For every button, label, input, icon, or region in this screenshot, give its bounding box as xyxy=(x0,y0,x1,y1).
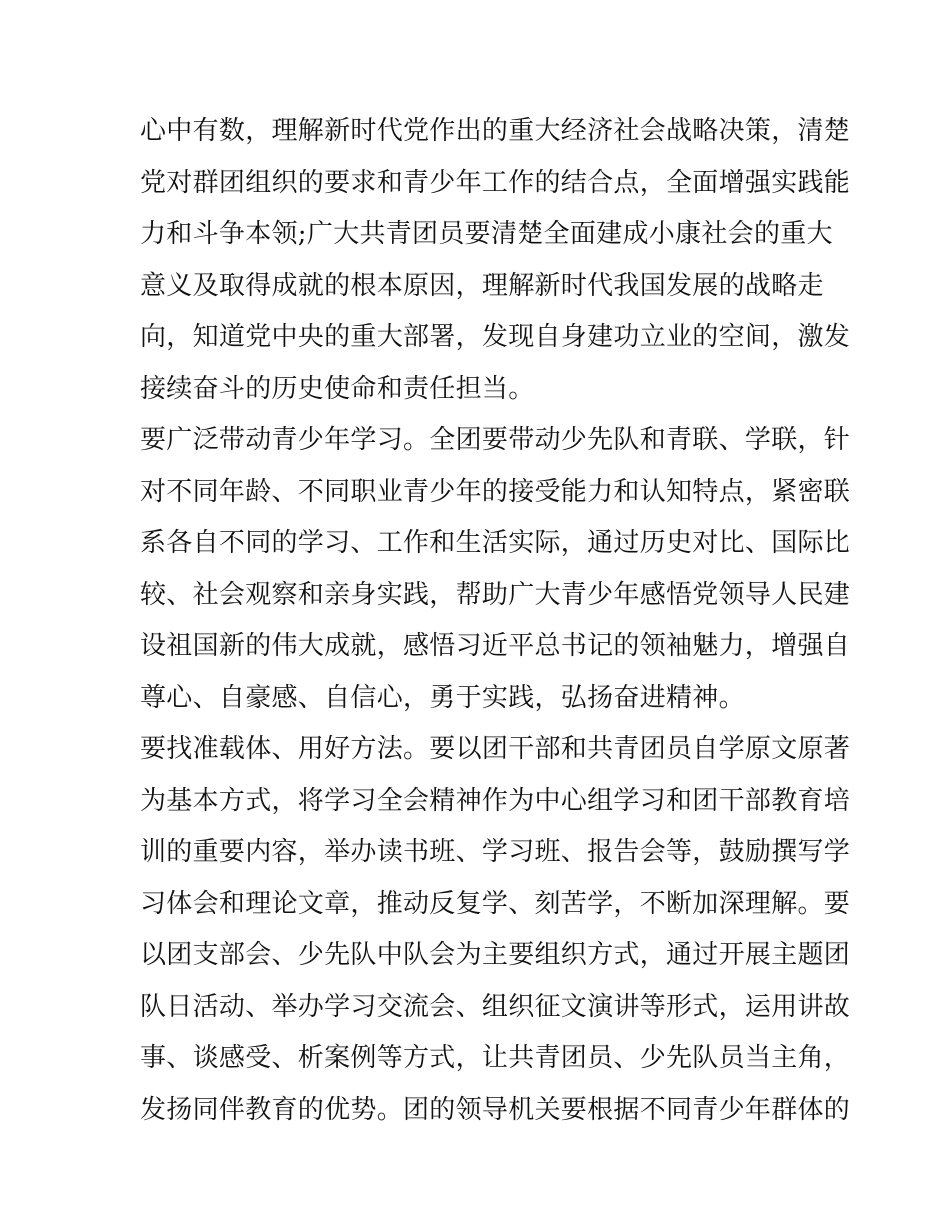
text-line: 意义及取得成就的根本原因，理解新时代我国发展的战略走 xyxy=(140,270,824,301)
text-line: 习体会和理论文章，推动反复学、刻苦学，不断加深理解。要 xyxy=(140,888,851,919)
text-line: 心中有数，理解新时代党作出的重大经济社会战略决策，清楚 xyxy=(140,116,851,146)
document-body xyxy=(140,106,851,1136)
text-line: 力和斗争本领;广大共青团员要清楚全面建成小康社会的重大 xyxy=(140,219,833,249)
text-line: 队日活动、举办学习交流会、组织征文演讲等形式，运用讲故 xyxy=(140,991,851,1022)
text-line: 发扬同伴教育的优势。团的领导机关要根据不同青少年群体的 xyxy=(140,1094,851,1125)
text-line: 党对群团组织的要求和青少年工作的结合点，全面增强实践能 xyxy=(140,167,851,198)
text-line: 较、社会观察和亲身实践，帮助广大青少年感悟党领导人民建 xyxy=(140,579,851,610)
text-line: 要找准载体、用好方法。要以团干部和共青团员自学原文原著 xyxy=(140,734,851,764)
text-line: 设祖国新的伟大成就，感悟习近平总书记的领袖魅力，增强自 xyxy=(140,631,851,661)
text-line: 尊心、自豪感、自信心，勇于实践，弘扬奋进精神。 xyxy=(140,682,745,713)
text-line: 接续奋斗的历史使命和责任担当。 xyxy=(140,373,535,404)
text-line: 为基本方式，将学习全会精神作为中心组学习和团干部教育培 xyxy=(140,785,851,816)
text-line: 要广泛带动青少年学习。全团要带动少先队和青联、学联，针 xyxy=(140,425,851,455)
text-line: 对不同年龄、不同职业青少年的接受能力和认知特点，紧密联 xyxy=(140,476,851,507)
text-line: 系各自不同的学习、工作和生活实际，通过历史对比、国际比 xyxy=(140,528,851,558)
text-line: 以团支部会、少先队中队会为主要组织方式，通过开展主题团 xyxy=(140,940,851,970)
text-line: 训的重要内容，举办读书班、学习班、报告会等，鼓励撰写学 xyxy=(140,837,851,867)
text-line: 事、谈感受、析案例等方式，让共青团员、少先队员当主角， xyxy=(140,1043,851,1073)
text-line: 向，知道党中央的重大部署，发现自身建功立业的空间，激发 xyxy=(140,322,851,352)
